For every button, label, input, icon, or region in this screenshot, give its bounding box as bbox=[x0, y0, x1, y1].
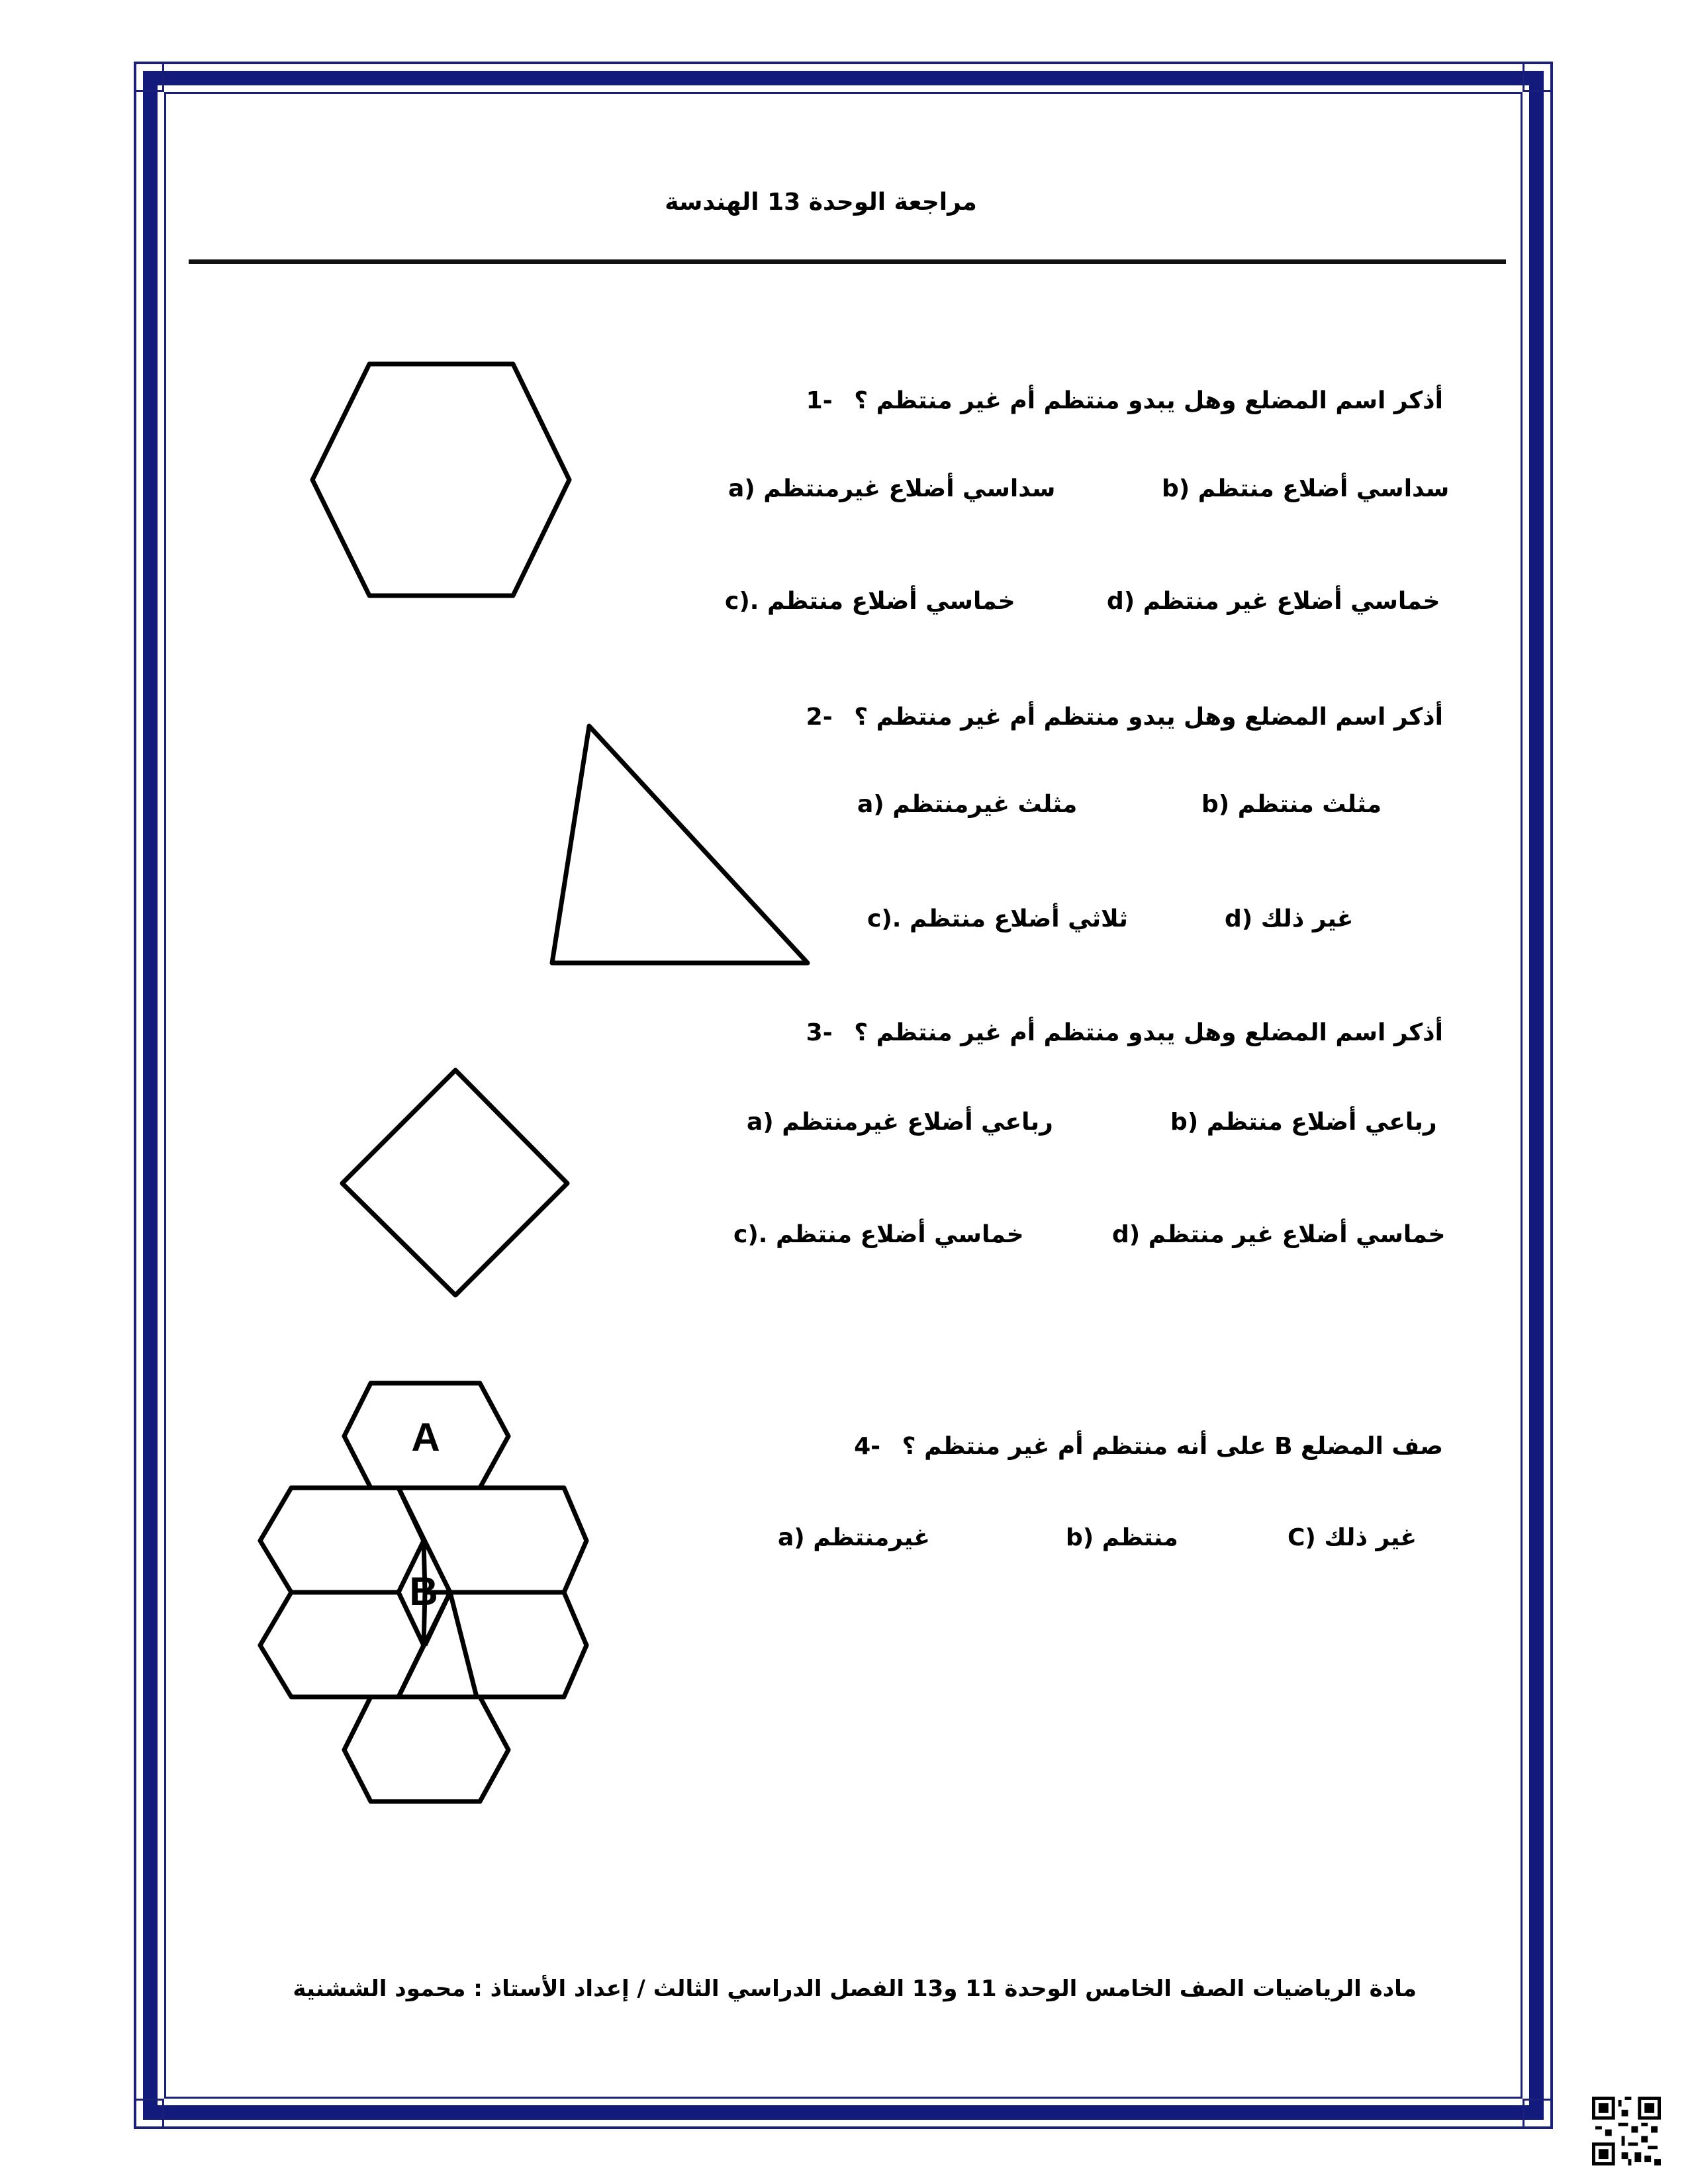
border-corner-bottom-left bbox=[134, 2099, 164, 2129]
question-2-option-c[interactable]: c). ثلاثي أضلاع منتظم bbox=[867, 905, 1128, 933]
border-corner-bottom-right bbox=[1523, 2099, 1553, 2129]
question-4-option-b[interactable]: b) منتظم bbox=[1066, 1524, 1178, 1551]
question-4-prompt-text: صف المضلع B على أنه منتظم أم غير منتظم ؟ bbox=[902, 1433, 1443, 1460]
qr-code[interactable] bbox=[1592, 2097, 1661, 2165]
question-1-option-a[interactable]: a) سداسي أضلاع غيرمنتظم bbox=[728, 475, 1056, 502]
question-1-option-c[interactable]: c). خماسي أضلاع منتظم bbox=[725, 588, 1015, 615]
title-divider bbox=[189, 259, 1506, 264]
hexagon-bottom bbox=[344, 1697, 508, 1801]
question-2-prompt-text: أذكر اسم المضلع وهل يبدو منتظم أم غير منتظم ؟ bbox=[854, 704, 1443, 731]
question-3-option-b[interactable]: b) رباعي أضلاع منتظم bbox=[1170, 1109, 1437, 1136]
question-1-prompt-text: أذكر اسم المضلع وهل يبدو منتظم أم غير منتظم ؟ bbox=[854, 387, 1443, 414]
hexagon-tessellation-figure bbox=[252, 1377, 596, 1813]
question-2-number: -2 bbox=[806, 704, 833, 731]
question-1-option-d[interactable]: d) خماسي أضلاع غير منتظم bbox=[1107, 588, 1440, 615]
question-1-prompt bbox=[806, 387, 1443, 414]
question-4-option-a[interactable]: a) غيرمنتظم bbox=[778, 1524, 930, 1551]
question-4-option-c[interactable]: C) غير ذلك bbox=[1288, 1524, 1417, 1551]
border-corner-top-left bbox=[134, 62, 164, 92]
question-3-number: -3 bbox=[806, 1019, 833, 1046]
question-3-option-c[interactable]: c). خماسي أضلاع منتظم bbox=[733, 1221, 1024, 1248]
question-2-prompt bbox=[806, 704, 1443, 731]
rhombus-figure bbox=[334, 1062, 573, 1300]
page-footer: مادة الرياضيات الصف الخامس الوحدة 11 و13 الفصل الدراسي الثالث / إعداد الأستاذ : محمود الششنية bbox=[293, 1976, 1417, 2002]
question-3-option-a[interactable]: a) رباعي أضلاع غيرمنتظم bbox=[747, 1109, 1053, 1136]
question-3-option-d[interactable]: d) خماسي أضلاع غير منتظم bbox=[1112, 1221, 1446, 1248]
question-4-number: -4 bbox=[854, 1433, 881, 1460]
page-title: مراجعة الوحدة 13 الهندسة bbox=[665, 189, 977, 216]
question-2-option-b[interactable]: b) مثلث منتظم bbox=[1201, 791, 1382, 818]
hexagon-figure bbox=[305, 357, 576, 609]
label-b: B bbox=[409, 1569, 438, 1614]
triangle-figure bbox=[543, 718, 821, 976]
border-corner-top-right bbox=[1523, 62, 1553, 92]
question-3-prompt bbox=[806, 1019, 1443, 1046]
question-2-option-a[interactable]: a) مثلث غيرمنتظم bbox=[857, 791, 1078, 818]
hexagon-top-left bbox=[260, 1488, 424, 1592]
question-1-option-b[interactable]: b) سداسي أضلاع منتظم bbox=[1162, 475, 1450, 502]
question-2-option-d[interactable]: d) غير ذلك bbox=[1225, 905, 1354, 933]
question-4-prompt bbox=[854, 1433, 1443, 1460]
label-a: A bbox=[411, 1415, 440, 1459]
hexagon-bottom-left bbox=[260, 1592, 424, 1697]
question-1-number: -1 bbox=[806, 387, 833, 414]
question-3-prompt-text: أذكر اسم المضلع وهل يبدو منتظم أم غير منتظم ؟ bbox=[854, 1019, 1443, 1046]
